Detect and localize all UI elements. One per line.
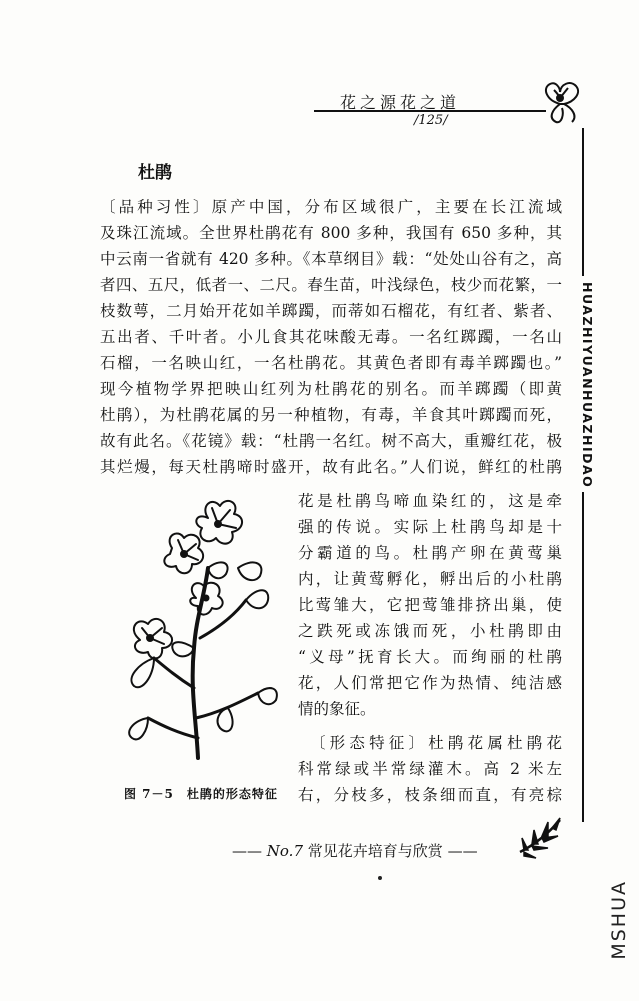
watermark-text: MSHUA [608,880,630,960]
chapter-number: No.7 [266,842,303,860]
body-line: 五出者、千叶者。小儿食其花味酸无毒。一名红踯躅，一名山 [100,328,562,346]
body-line: 现今植物学界把映山红列为杜鹃花的别名。而羊踯躅（即黄 [100,380,562,398]
flower-ornament-icon [538,78,584,128]
body-line: 花，人们常把它作为热情、纯洁感 [298,674,562,692]
body-line: 情的象征。 [298,700,376,718]
body-line: 分霸道的鸟。杜鹃产卵在黄莺巢 [298,544,562,562]
body-line: 〔形态特征〕杜鹃花属杜鹃花 [298,734,562,752]
figure-caption: 图 7－5 杜鹃的形态特征 [124,787,278,801]
section-title: 杜鹃 [138,163,172,183]
body-line: 右，分枝多，枝条细而直，有亮棕 [298,786,562,804]
footer-dash: —— [442,842,478,860]
side-rule-bottom [582,492,584,822]
body-line: 者四、五尺，低者一、二尺。春生苗，叶浅绿色，枝少而花繁，一 [100,276,562,294]
body-line: 内，让黄莺孵化，孵出后的小杜鹃 [298,570,562,588]
footer-dash: —— [232,842,267,860]
body-line: “义母”抚育长大。而绚丽的杜鹃 [298,648,562,666]
body-line: 及珠江流域。全世界杜鹃花有 800 多种，我国有 650 多种，其 [100,224,562,242]
body-line: 故有此名。《花镜》载：“杜鹃一名红。树不高大，重瓣红花，极 [100,432,562,450]
body-line: 之跌死或冻饿而死，小杜鹃即由 [298,622,562,640]
body-line: 枝数萼，二月始开花如羊踯躅，而蒂如石榴花，有红者、紫者、 [100,302,562,320]
body-line: 〔品种习性〕原产中国，分布区域很广，主要在长江流域 [100,198,562,216]
body-line: 花是杜鹃鸟啼血染红的，这是牵 [298,492,562,510]
body-line: 杜鹃），为杜鹃花属的另一种植物，有毒，羊食其叶踯躅而死， [100,406,562,424]
side-rule-top [582,128,584,276]
running-header-title: 花之源花之道 [340,93,461,112]
body-line: 石榴，一名映山红，一名杜鹃花。其黄色者即有毒羊踯躅也。” [100,354,562,372]
footer-line [232,840,478,861]
body-line: 中云南一省就有 420 多种。《本草纲目》载：“处处山谷有之，高 [100,250,562,268]
body-line: 比莺雏大，它把莺雏排挤出巢，使 [298,596,562,614]
page-dot [378,876,382,880]
chapter-title: 常见花卉培育与欣赏 [307,842,443,860]
azalea-illustration [108,488,288,768]
page-number: /125/ [414,113,448,128]
side-pinyin-label: HUAZHIYUANHUAZHIDAO [580,282,595,489]
body-line: 强的传说。实际上杜鹃鸟却是十 [298,518,562,536]
body-line: 科常绿或半常绿灌木。高 2 米左 [298,760,562,778]
plant-ornament-icon [512,812,568,864]
body-line: 其烂熳，每天杜鹃啼时盛开，故有此名。”人们说，鲜红的杜鹃 [100,458,562,476]
header-rule [314,110,546,112]
